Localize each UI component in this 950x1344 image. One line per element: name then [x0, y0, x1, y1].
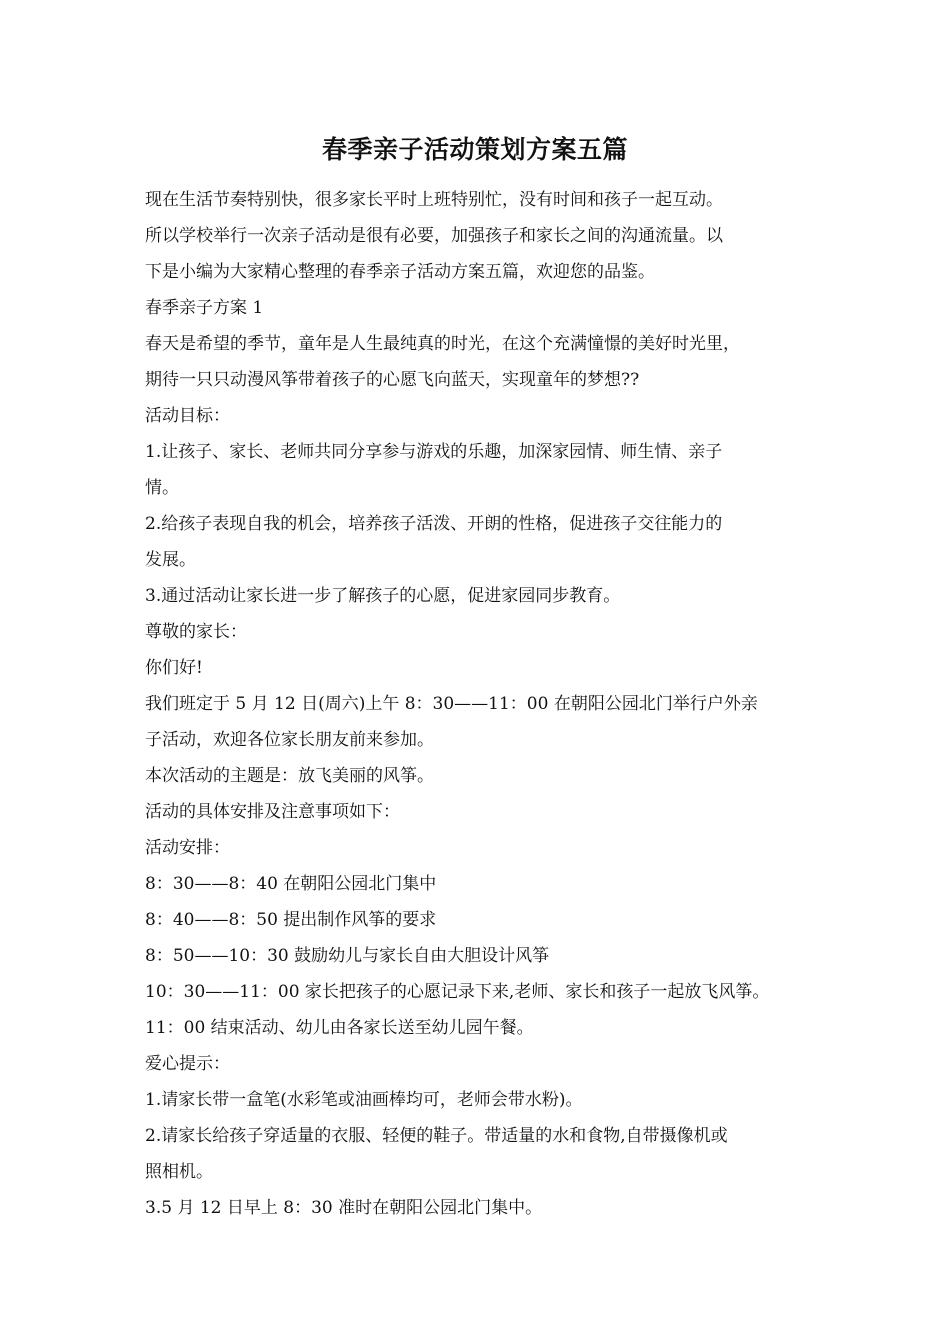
schedule-item: 11：00 结束活动、幼儿由各家长送至幼儿园午餐。 [145, 1018, 534, 1038]
section-heading: 春季亲子方案 1 [145, 298, 264, 318]
paragraph-line: 现在生活节奏特别快，很多家长平时上班特别忙，没有时间和孩子一起互动。 [145, 190, 723, 210]
list-item: 2.给孩子表现自我的机会，培养孩子活泼、开朗的性格，促进孩子交往能力的 [145, 514, 723, 534]
paragraph-line: 期待一只只动漫风筝带着孩子的心愿飞向蓝天，实现童年的梦想?? [145, 370, 640, 390]
document-title: 春季亲子活动策划方案五篇 [321, 135, 628, 164]
salutation: 尊敬的家长： [145, 622, 247, 642]
list-item: 2.请家长给孩子穿适量的衣服、轻便的鞋子。带适量的水和食物,自带摄像机或 [145, 1126, 728, 1146]
list-item: 3.通过活动让家长进一步了解孩子的心愿，促进家园同步教育。 [145, 586, 621, 606]
document-body [145, 182, 825, 1226]
schedule-item: 8：50——10：30 鼓励幼儿与家长自由大胆设计风筝 [145, 946, 550, 966]
list-item: 1.请家长带一盒笔(水彩笔或油画棒均可，老师会带水粉)。 [145, 1090, 583, 1110]
list-item-continuation: 发展。 [145, 550, 196, 570]
list-item-continuation: 情。 [145, 478, 179, 498]
paragraph-line: 本次活动的主题是：放飞美丽的风筝。 [145, 766, 434, 786]
paragraph-line: 下是小编为大家精心整理的春季亲子活动方案五篇，欢迎您的品鉴。 [145, 262, 655, 282]
paragraph-line: 子活动，欢迎各位家长朋友前来参加。 [145, 730, 434, 750]
section-heading: 爱心提示： [145, 1054, 230, 1074]
list-item: 3.5 月 12 日早上 8：30 准时在朝阳公园北门集中。 [145, 1198, 543, 1218]
section-heading: 活动目标： [145, 406, 230, 426]
list-item: 1.让孩子、家长、老师共同分享参与游戏的乐趣，加深家园情、师生情、亲子 [145, 442, 723, 462]
list-item-continuation: 照相机。 [145, 1162, 213, 1182]
greeting: 你们好! [145, 658, 203, 678]
section-heading: 活动安排： [145, 838, 230, 858]
schedule-item: 8：30——8：40 在朝阳公园北门集中 [145, 874, 437, 894]
paragraph-line: 我们班定于 5 月 12 日(周六)上午 8：30——11：00 在朝阳公园北门举行户外亲 [145, 694, 758, 714]
schedule-item: 8：40——8：50 提出制作风筝的要求 [145, 910, 437, 930]
paragraph-line: 活动的具体安排及注意事项如下： [145, 802, 400, 822]
schedule-item: 10：30——11：00 家长把孩子的心愿记录下来,老师、家长和孩子一起放飞风筝。 [145, 982, 770, 1002]
paragraph-line: 春天是希望的季节，童年是人生最纯真的时光，在这个充满憧憬的美好时光里， [145, 334, 740, 354]
paragraph-line: 所以学校举行一次亲子活动是很有必要，加强孩子和家长之间的沟通流量。以 [145, 226, 723, 246]
